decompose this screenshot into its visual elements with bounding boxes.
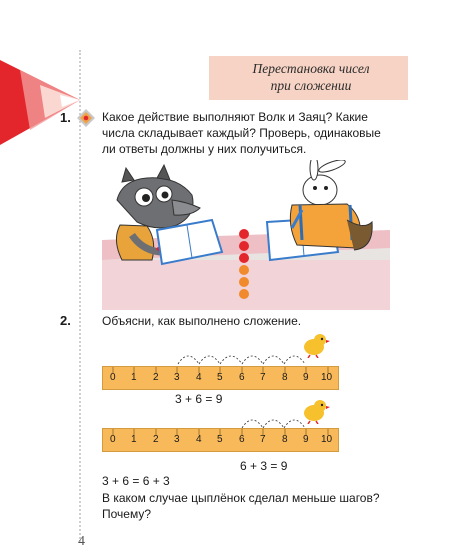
ruler2-tick-3: 3 bbox=[174, 434, 180, 445]
section-title-line1: Перестановка чисел bbox=[252, 61, 370, 76]
ruler1-tick-10: 10 bbox=[321, 372, 333, 383]
equation-2: 6 + 3 = 9 bbox=[240, 459, 288, 473]
task2-question-line1: В каком случае цыплёнок сделал меньше шагов? bbox=[102, 491, 380, 505]
ruler1-tick-6: 6 bbox=[239, 372, 245, 383]
task2-text: Объясни, как выполнено сложение. bbox=[102, 314, 302, 328]
ruler1-tick-0: 0 bbox=[110, 372, 116, 383]
ruler2-jumps bbox=[102, 408, 339, 430]
page-number: 4 bbox=[78, 534, 85, 549]
section-title-line2: при сложении bbox=[270, 78, 352, 93]
ruler2-tick-1: 1 bbox=[131, 434, 137, 445]
ruler1-jumps bbox=[102, 342, 339, 366]
task1-line2: числа складывает каждый? Проверь, одинаковые bbox=[102, 126, 381, 140]
equation-3: 3 + 6 = 6 + 3 bbox=[102, 474, 170, 488]
section-title bbox=[216, 60, 406, 94]
ruler1-tick-4: 4 bbox=[196, 372, 202, 383]
ruler2-tick-5: 5 bbox=[217, 434, 223, 445]
wolf-hare-illustration bbox=[102, 160, 390, 310]
ruler2-tick-8: 8 bbox=[282, 434, 288, 445]
ruler2-tick-10: 10 bbox=[321, 434, 333, 445]
equation-1: 3 + 6 = 9 bbox=[175, 392, 223, 406]
task2-question-line2: Почему? bbox=[102, 507, 152, 521]
ruler2-tick-7: 7 bbox=[260, 434, 266, 445]
task1-text bbox=[102, 109, 390, 157]
task1-number: 1. bbox=[60, 110, 71, 125]
task2-number: 2. bbox=[60, 313, 71, 328]
ruler2-tick-2: 2 bbox=[153, 434, 159, 445]
ruler1-tick-2: 2 bbox=[153, 372, 159, 383]
red-triangle-corner-icon bbox=[0, 50, 85, 150]
ruler1-tick-5: 5 bbox=[217, 372, 223, 383]
ruler2-tick-0: 0 bbox=[110, 434, 116, 445]
ruler2-tick-9: 9 bbox=[303, 434, 309, 445]
ruler1-tick-7: 7 bbox=[260, 372, 266, 383]
number-ruler-2 bbox=[102, 428, 339, 452]
number-ruler-1 bbox=[102, 366, 339, 390]
ruler1-tick-8: 8 bbox=[282, 372, 288, 383]
pencil-badge-icon bbox=[76, 108, 96, 128]
ruler1-tick-9: 9 bbox=[303, 372, 309, 383]
ruler2-tick-6: 6 bbox=[239, 434, 245, 445]
task1-line1: Какое действие выполняют Волк и Заяц? Какие bbox=[102, 110, 368, 124]
task2-question bbox=[102, 490, 390, 522]
ruler2-tick-4: 4 bbox=[196, 434, 202, 445]
ruler1-tick-1: 1 bbox=[131, 372, 137, 383]
ruler1-tick-3: 3 bbox=[174, 372, 180, 383]
task1-line3: ли ответы должны у них получиться. bbox=[102, 142, 307, 156]
